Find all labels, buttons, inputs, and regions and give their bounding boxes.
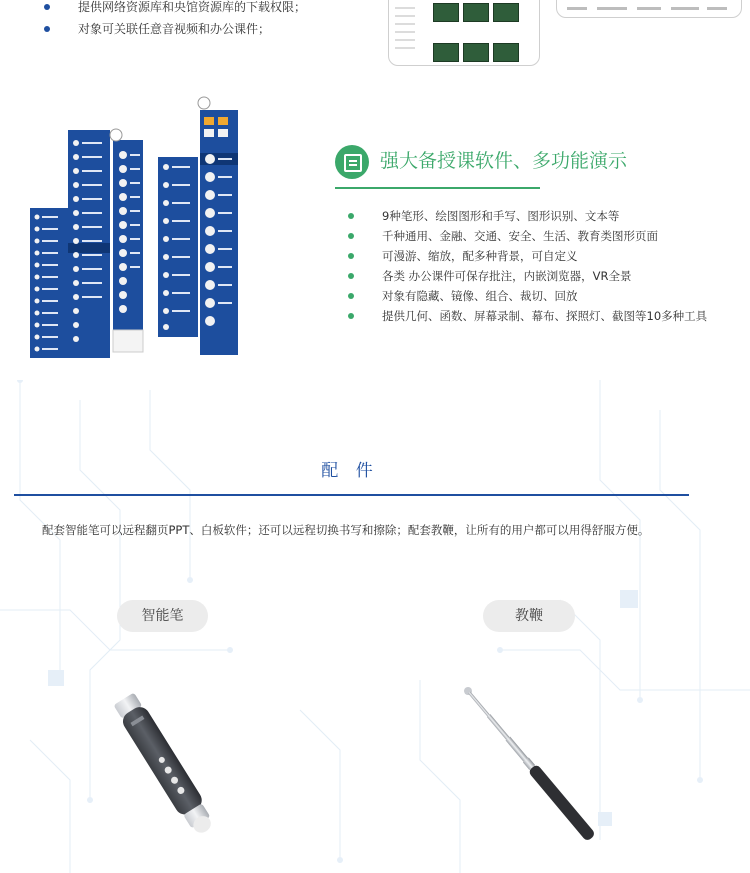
smart-pen-image — [80, 685, 250, 850]
list-item: 提供几何、函数、屏幕录制、幕布、探照灯、截图等10多种工具 — [348, 306, 707, 326]
video-thumbnail — [433, 43, 459, 62]
bullet-dot — [44, 4, 50, 10]
phone-screenshot — [556, 0, 742, 18]
courseware-icon — [335, 145, 369, 179]
title-underline — [335, 187, 540, 189]
list-item: 对象可关联任意音视频和办公课件； — [40, 18, 306, 40]
bullet-dot — [44, 26, 50, 32]
list-item: 9种笔形、绘图图形和手写、图形识别、文本等 — [348, 206, 707, 226]
accessories-description: 配套智能笔可以远程翻页PPT、白板软件；还可以远程切换书写和擦除；配套教鞭，让所有的用户都可以用得舒服方便。 — [42, 523, 650, 537]
tablet-sidebar — [395, 1, 423, 61]
list-item: 对象有隐藏、镜像、组合、裁切、回放 — [348, 286, 707, 306]
bullet-dot — [348, 253, 354, 259]
video-thumbnail — [433, 3, 459, 22]
bullet-dot — [348, 233, 354, 239]
list-item: 可漫游、缩放，配多种背景，可自定义 — [348, 246, 707, 266]
video-thumbnail — [493, 43, 519, 62]
video-thumbnail — [493, 3, 519, 22]
list-item: 提供网络资源库和央馆资源库的下载权限； — [40, 0, 306, 18]
accessories-divider — [14, 494, 689, 496]
accessories-title: 配 件 — [321, 461, 379, 481]
list-item: 各类 办公课件可保存批注，内嵌浏览器，VR全景 — [348, 266, 707, 286]
feature-list — [348, 206, 707, 326]
toolbar-collage-image — [28, 95, 243, 360]
video-thumbnail — [463, 43, 489, 62]
pointer-label: 教鞭 — [483, 600, 575, 632]
smart-pen-label: 智能笔 — [117, 600, 208, 632]
bullet-dot — [348, 213, 354, 219]
list-item: 千种通用、金融、交通、安全、生活、教育类图形页面 — [348, 226, 707, 246]
bullet-dot — [348, 273, 354, 279]
video-thumbnail — [463, 3, 489, 22]
top-feature-list — [40, 0, 306, 40]
tablet-screenshot — [388, 0, 540, 66]
bullet-dot — [348, 293, 354, 299]
bullet-dot — [348, 313, 354, 319]
section-title: 强大备授课软件、多功能演示 — [380, 150, 628, 172]
teaching-pointer-image — [450, 685, 620, 845]
